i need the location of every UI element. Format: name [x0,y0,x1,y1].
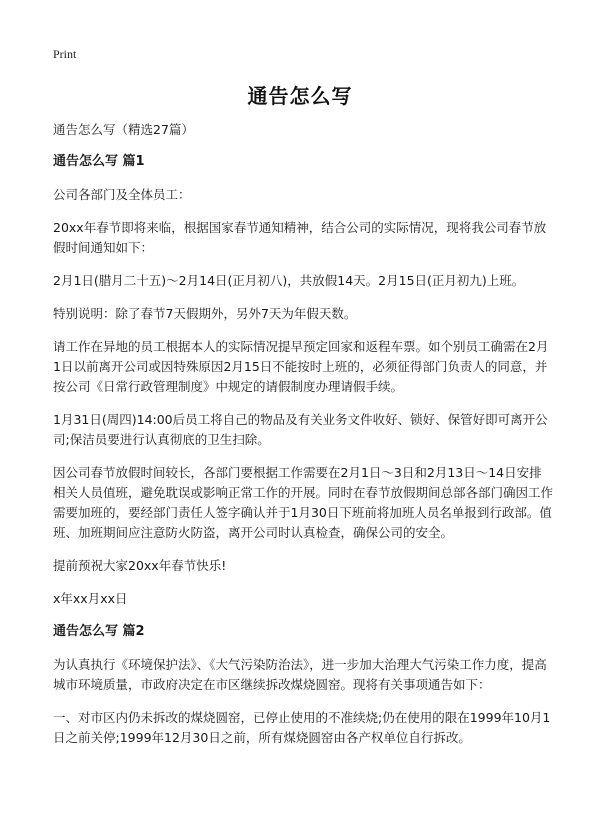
paragraph: 提前预祝大家20xx年春节快乐! [53,558,227,573]
document-title: 通告怎么写 [247,84,353,108]
section-1 [53,152,553,609]
document-body [53,120,553,761]
section-heading: 通告怎么写 篇2 [53,624,145,639]
paragraph: 因公司春节放假时间较长，各部门要根据工作需要在2月1日～3日和2月13日～14日安排相关人员值班，避免耽误或影响正常工作的开展。同时在春节放假期间总部各部门确因工作需要加班的，要经部门责任人签字确认并于1月30日下班前将加班人员名单报到行政部。值班、加班期间应注意防火防盗，离开公司时认真检查，确保公司的安全。 [53,465,554,540]
paragraph: 特别说明：除了春节7天假期外，另外7天为年假天数。 [53,306,357,321]
section-heading: 通告怎么写 篇1 [53,154,145,169]
document-subtitle: 通告怎么写（精选27篇） [53,122,194,137]
paragraph: 为认真执行《环境保护法》、《大气污染防治法》，进一步加大治理大气污染工作力度，提高城市环境质量，市政府决定在市区继续拆改煤烧圆窑。现将有关事项通告如下： [53,657,547,692]
paragraph: 20xx年春节即将来临，根据国家春节通知精神，结合公司的实际情况，现将我公司春节放假时间通知如下： [53,220,547,255]
section-2 [53,622,553,748]
print-label[interactable]: Print [53,47,77,61]
paragraph: 公司各部门及全体员工： [53,187,191,202]
paragraph: 2月1日(腊月二十五)～2月14日(正月初八)，共放假14天。2月15日(正月初九)上班。 [53,273,525,288]
paragraph: 请工作在异地的员工根据本人的实际情况提早预定回家和返程车票。如个别员工确需在2月1日以前离开公司或因特殊原因2月15日不能按时上班的，必须征得部门负责人的同意，并按公司《日常行政管理制度》中规定的请假制度办理请假手续。 [53,339,549,394]
paragraph: 一、对市区内仍未拆改的煤烧圆窑，已停止使用的不准续烧;仍在使用的限在1999年10月1日之前关停;1999年12月30日之前，所有煤烧圆窑由各产权单位自行拆改。 [53,710,551,745]
date-line: x年xx月xx日 [53,591,128,606]
paragraph: 1月31日(周四)14:00后员工将自己的物品及有关业务文件收好、锁好、保管好即可离开公司;保洁员要进行认真彻底的卫生扫除。 [53,412,548,447]
